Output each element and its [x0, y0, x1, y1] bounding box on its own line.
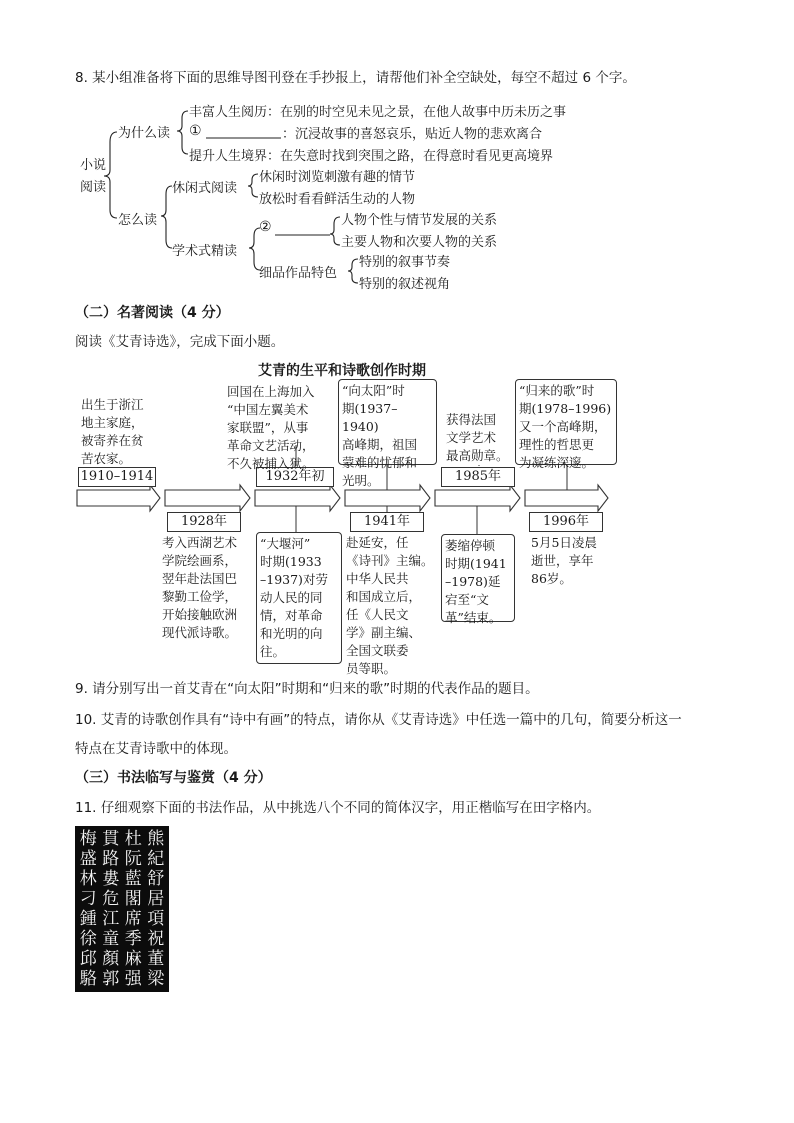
calligraphy-character: 居	[147, 889, 165, 909]
event-line: 开始接触欧洲	[162, 607, 238, 622]
event-line: 逝世，享年	[531, 553, 594, 568]
event-line: 最高勋章。	[446, 448, 509, 463]
calligraphy-character: 閣	[124, 889, 142, 909]
detail-item-1: 特别的叙事节奏	[359, 255, 451, 270]
event-line: 不久被捕入狱。	[227, 456, 315, 471]
timeline-arrow-2	[165, 485, 250, 511]
timeline-title: 艾青的生平和诗歌创作时期	[258, 363, 426, 379]
event-line: 往。	[260, 644, 286, 659]
event-line: 蒙难的忧郁和	[342, 455, 418, 470]
event-line: 考入西湖艺术	[162, 535, 238, 550]
question-10-line2: 特点在艾青诗歌中的体现。	[75, 741, 237, 757]
academic-reading-label: 学术式精读	[172, 244, 238, 259]
calligraphy-character: 盛	[79, 849, 97, 869]
calligraphy-character: 顏	[102, 949, 120, 969]
event-line: 家联盟”，从事	[227, 420, 309, 435]
leisure-item-2: 放松时看看鲜活生动的人物	[259, 192, 416, 207]
blank-2-marker: ②	[259, 219, 272, 235]
event-guilai-de-ge	[515, 379, 617, 470]
how-read-label: 怎么读	[118, 213, 158, 228]
event-line: 赴延安，任	[346, 535, 409, 550]
event-line: 文学艺术	[446, 430, 497, 445]
year-box-1996: 1996年	[529, 512, 603, 532]
calligraphy-character: 杜	[124, 829, 142, 849]
event-line: 86岁。	[531, 571, 572, 586]
academic-blank-item-1: 人物个性与情节发展的关系	[341, 213, 498, 228]
year-box-1985: 1985年	[441, 467, 515, 487]
calligraphy-column	[147, 829, 164, 989]
detail-label: 细品作品特色	[259, 266, 338, 281]
question-11: 11. 仔细观察下面的书法作品，从中挑选八个不同的简体汉字，用正楷临写在田字格内。	[75, 800, 601, 816]
event-line: 5月5日凌晨	[531, 535, 597, 550]
event-line: 萎缩停顿	[445, 538, 496, 553]
calligraphy-character: 婁	[102, 869, 120, 889]
calligraphy-character: 林	[79, 869, 97, 889]
event-line: 期(1937–1940)	[342, 401, 398, 434]
event-line: 为凝练深邃。	[519, 455, 595, 470]
event-line: 高峰期，祖国	[342, 437, 418, 452]
calligraphy-character: 駱	[79, 969, 97, 989]
year-box-1928: 1928年	[167, 512, 241, 532]
event-line: 情，对革命	[260, 608, 323, 623]
event-stagnation	[441, 534, 515, 625]
calligraphy-column	[102, 829, 119, 989]
calligraphy-column	[125, 829, 142, 989]
event-line: 理性的哲思更	[519, 437, 595, 452]
calligraphy-character: 路	[102, 849, 120, 869]
event-line: 宕至“文	[445, 592, 489, 607]
event-line: 出生于浙江	[81, 397, 144, 412]
leisure-item-1: 休闲时浏览刺激有趣的情节	[259, 170, 416, 185]
year-box-1910-1914: 1910–1914	[78, 467, 156, 487]
calligraphy-character: 童	[102, 929, 120, 949]
calligraphy-character: 麻	[124, 949, 142, 969]
calligraphy-character: 阮	[124, 849, 142, 869]
question-8: 8. 某小组准备将下面的思维导图刊登在手抄报上，请帮他们补全空缺处，每空不超过 6 个字。	[75, 70, 636, 86]
calligraphy-character: 季	[124, 929, 142, 949]
event-line: “大堰河”	[260, 536, 311, 551]
calligraphy-character: 紀	[147, 849, 165, 869]
calligraphy-character: 祝	[147, 929, 165, 949]
calligraphy-character: 邱	[79, 949, 97, 969]
year-box-1932: 1932年初	[256, 467, 334, 487]
event-1996	[531, 534, 613, 588]
calligraphy-character: 梁	[147, 969, 165, 989]
question-9: 9. 请分别写出一首艾青在“向太阳”时期和“归来的歌”时期的代表作品的题目。	[75, 681, 539, 697]
calligraphy-character: 藍	[124, 869, 142, 889]
event-line: 《诗刊》主编。	[346, 553, 434, 568]
event-line: 动人民的同	[260, 590, 323, 605]
event-line: “中国左翼美术	[227, 402, 309, 417]
event-line: 和国成立后，	[346, 589, 422, 604]
calligraphy-character: 江	[102, 909, 120, 929]
event-line: 员等职。	[346, 661, 397, 676]
event-xiang-taiyang	[338, 379, 437, 488]
event-line: 苦农家。	[81, 451, 132, 466]
calligraphy-character: 郭	[102, 969, 120, 989]
calligraphy-character: 席	[124, 909, 142, 929]
event-line: 地主家庭，	[81, 415, 144, 430]
section-3-heading: （三）书法临写与鉴赏（4 分）	[75, 770, 272, 786]
calligraphy-character: 鍾	[79, 909, 97, 929]
event-line: 回国在上海加入	[227, 384, 315, 399]
why-item-3: 提升人生境界：在失意时找到突围之路，在得意时看见更高境界	[189, 149, 554, 164]
calligraphy-artwork	[75, 826, 169, 992]
event-line: 获得法国	[446, 412, 497, 427]
year-box-1941: 1941年	[350, 512, 424, 532]
event-line: 时期(1941	[445, 556, 507, 571]
event-line: 翌年赴法国巴	[162, 571, 238, 586]
event-line: 革命文艺活动，	[227, 438, 315, 453]
academic-blank-item-2: 主要人物和次要人物的关系	[341, 235, 498, 250]
calligraphy-character: 徐	[79, 929, 97, 949]
root-label-line2: 阅读	[80, 180, 107, 195]
event-line: –1978)延	[445, 574, 501, 589]
detail-item-2: 特别的叙述视角	[359, 277, 451, 292]
event-line: 革”结束。	[445, 610, 502, 625]
timeline-arrow-3	[255, 485, 340, 511]
section-2-heading: （二）名著阅读（4 分）	[75, 305, 230, 321]
calligraphy-character: 危	[102, 889, 120, 909]
why-item-2: ：沉浸故事的喜怒哀乐，贴近人物的悲欢离合	[282, 127, 543, 142]
calligraphy-character: 熊	[147, 829, 165, 849]
event-line: “向太阳”时	[342, 383, 405, 398]
event-1928	[162, 534, 254, 642]
calligraphy-character: 舒	[147, 869, 165, 889]
event-line: 光明。	[342, 473, 380, 488]
event-line: 任《人民文	[346, 607, 409, 622]
calligraphy-character: 梅	[79, 829, 97, 849]
event-1941	[346, 534, 438, 678]
event-1910	[81, 396, 161, 468]
event-line: 和光明的向	[260, 626, 323, 641]
blank-1-marker: ①	[189, 123, 202, 139]
section-2-intro: 阅读《艾青诗选》，完成下面小题。	[75, 334, 285, 350]
why-read-label: 为什么读	[118, 126, 171, 141]
event-line: 又一个高峰期，	[519, 419, 607, 434]
calligraphy-character: 刁	[79, 889, 97, 909]
event-line: 学院绘画系，	[162, 553, 238, 568]
event-line: –1937)对劳	[260, 572, 328, 587]
event-dayanhe	[256, 532, 342, 664]
event-line: 期(1978–1996)	[519, 401, 612, 416]
calligraphy-character: 董	[147, 949, 165, 969]
event-line: 全国文联委	[346, 643, 409, 658]
root-label-line1: 小说	[80, 158, 107, 173]
event-line: 学》副主编、	[346, 625, 422, 640]
event-1932	[227, 383, 337, 473]
why-item-1: 丰富人生阅历：在别的时空见未见之景，在他人故事中历未历之事	[189, 105, 567, 120]
event-1985	[446, 411, 516, 465]
calligraphy-character: 項	[147, 909, 165, 929]
event-line: 时期(1933	[260, 554, 322, 569]
event-line: 中华人民共	[346, 571, 409, 586]
event-line: 被寄养在贫	[81, 433, 144, 448]
calligraphy-character: 强	[124, 969, 142, 989]
event-line: 黎勤工俭学，	[162, 589, 238, 604]
event-line: “归来的歌”时	[519, 383, 595, 398]
event-line: 现代派诗歌。	[162, 625, 238, 640]
question-10-line1: 10. 艾青的诗歌创作具有“诗中有画”的特点，请你从《艾青诗选》中任选一篇中的几句，简要分析这一	[75, 712, 682, 728]
leisure-reading-label: 休闲式阅读	[172, 181, 238, 196]
timeline-arrow-1	[77, 485, 160, 511]
calligraphy-column	[80, 829, 97, 989]
calligraphy-character: 貫	[102, 829, 120, 849]
